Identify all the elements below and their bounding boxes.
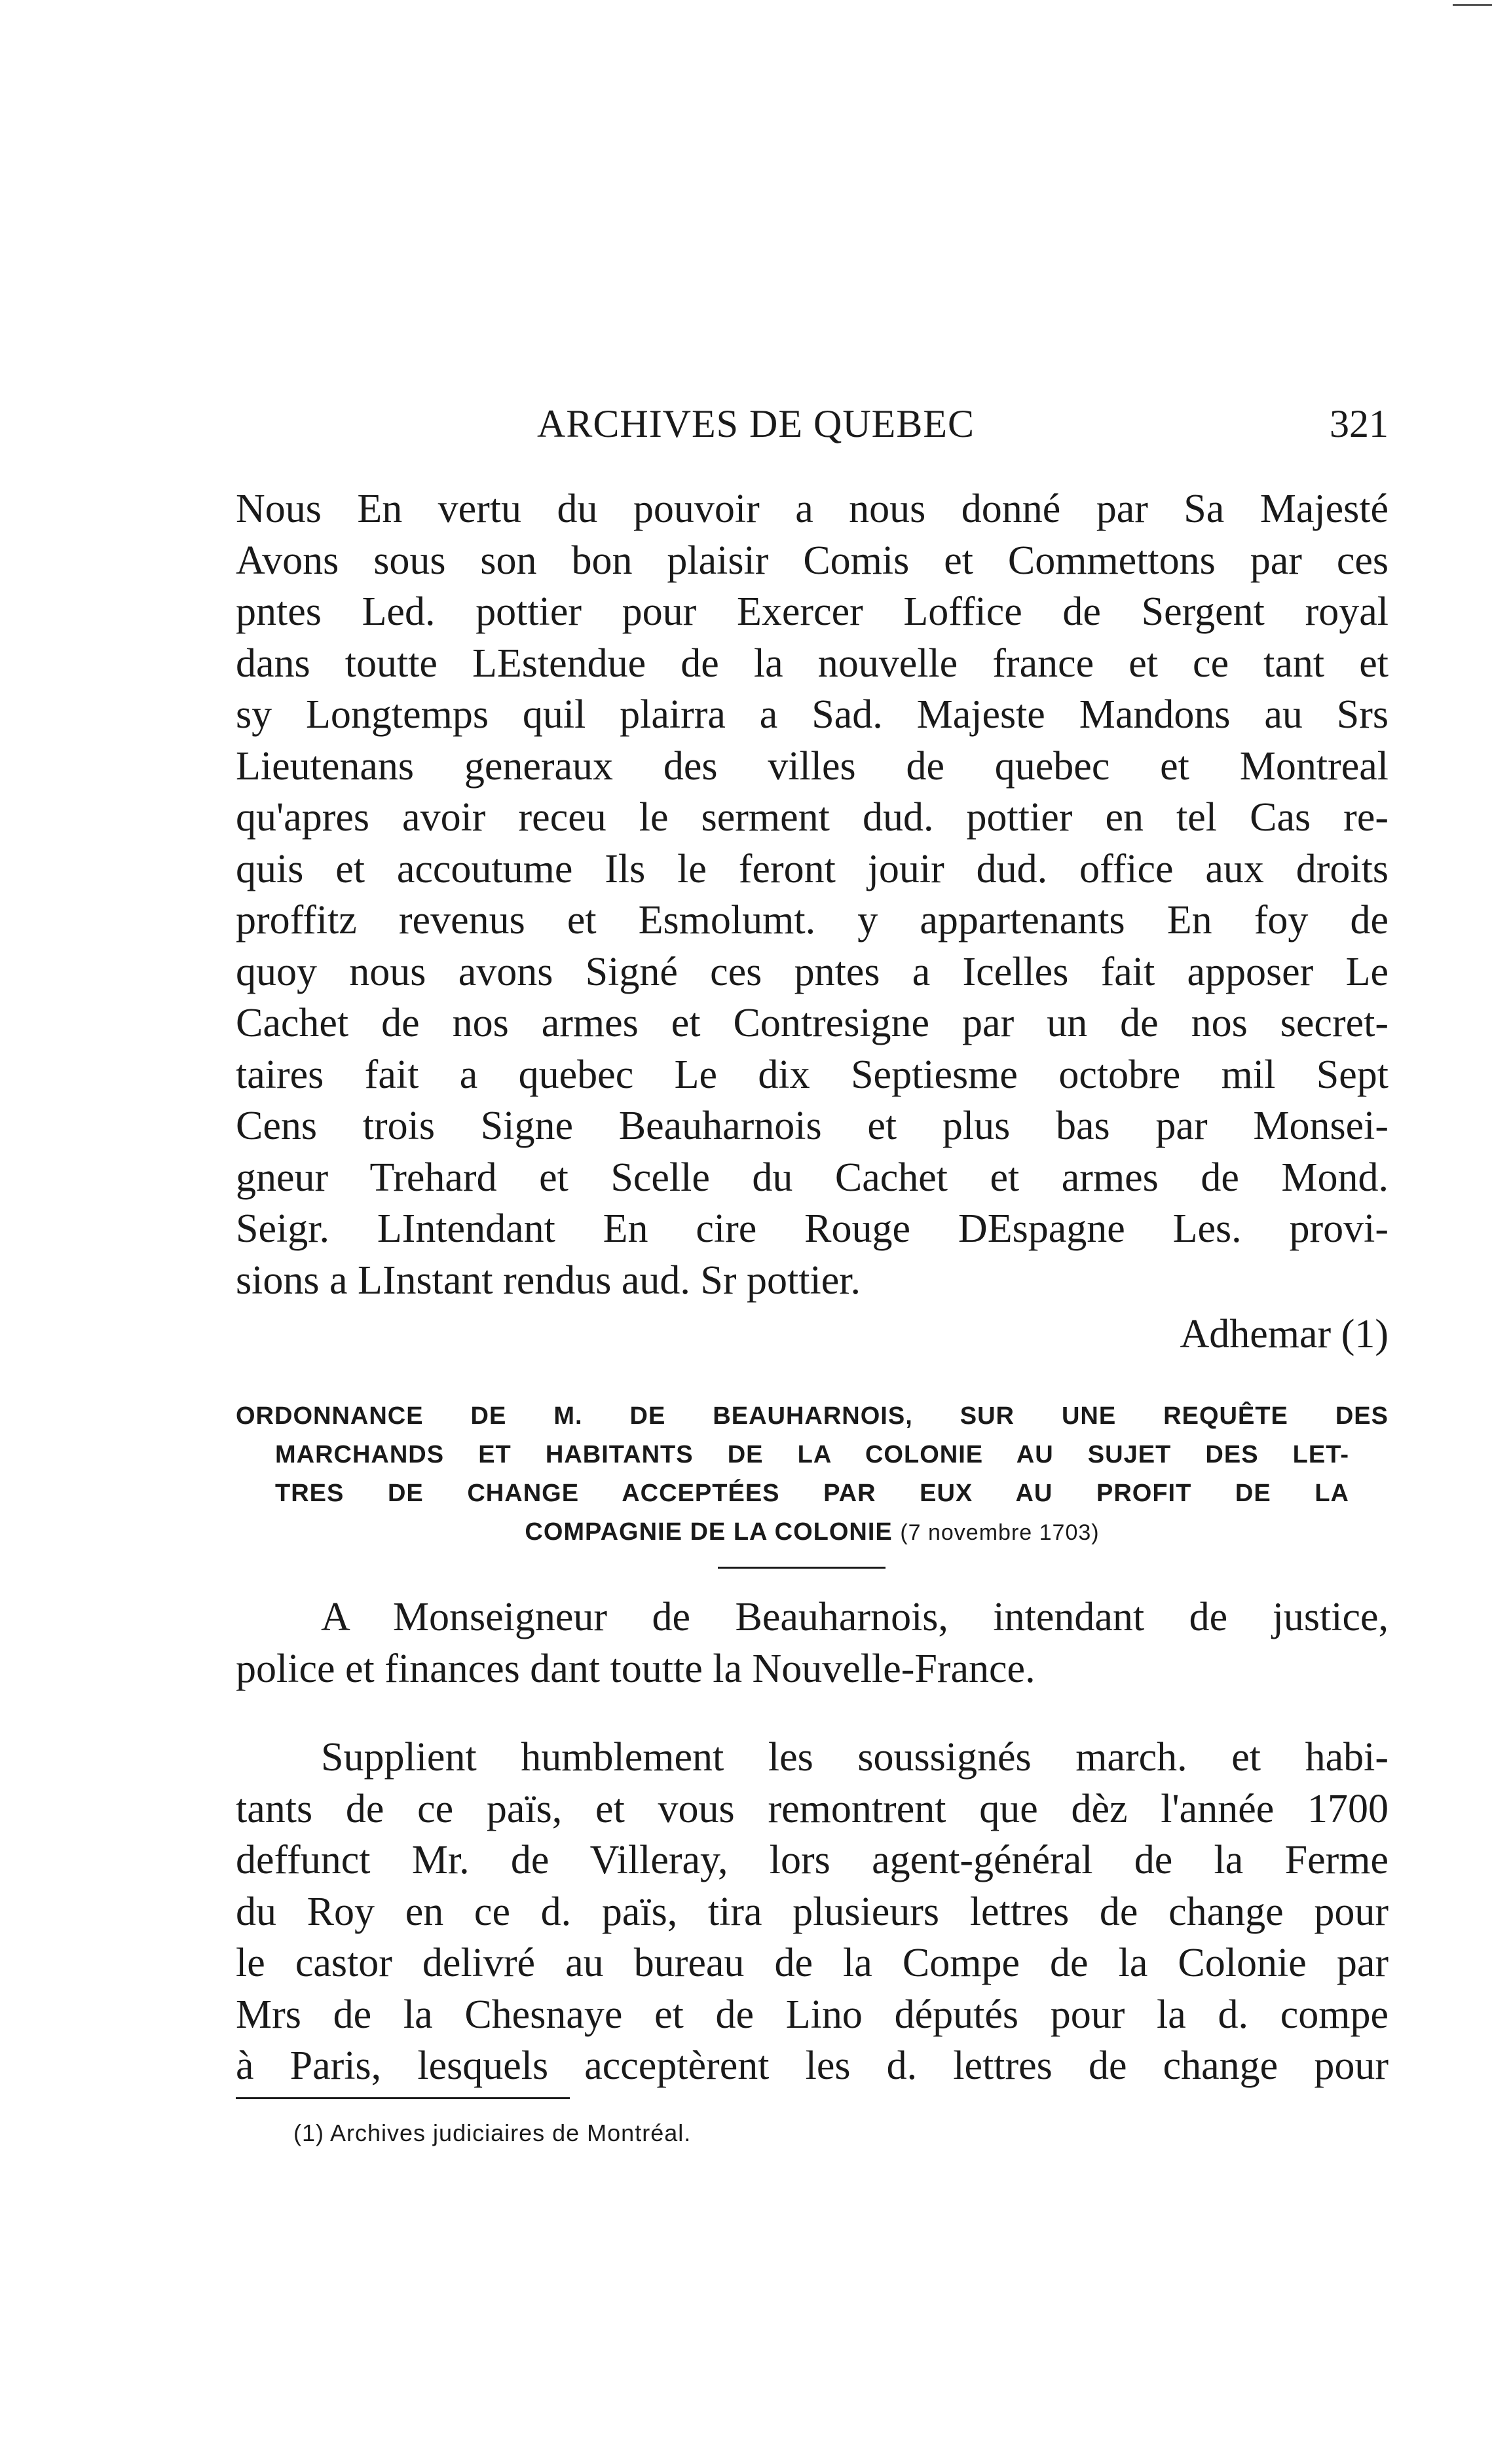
text-line: du Roy en ce d. païs, tira plusieurs lettres de change pour [236,1889,1389,1934]
text-line: sy Longtemps quil plairra a Sad. Majeste Mandons au Srs [236,692,1389,737]
text-line: à Paris, lesquels acceptèrent les d. lettres de change pour [236,2044,1389,2088]
heading-line: MARCHANDS ET HABITANTS DE LA COLONIE AU SUJET DES LET- [275,1441,1349,1468]
heading-date: (7 novembre 1703) [900,1520,1100,1545]
running-header [236,394,1389,453]
running-title: ARCHIVES DE QUEBEC [537,402,975,445]
text-line: Nous En vertu du pouvoir a nous donné par Sa Majesté [236,487,1389,531]
text-line: Mrs de la Chesnaye et de Lino députés pour la d. compe [236,1992,1389,2037]
heading-line: ORDONNANCE DE M. DE BEAUHARNOIS, SUR UNE REQUÊTE DES [236,1402,1389,1430]
text-line: gneur Trehard et Scelle du Cachet et armes de Mond. [236,1155,1389,1200]
petition-paragraph [236,1732,1389,2092]
text-line: sions a LInstant rendus aud. Sr pottier. [236,1258,861,1303]
signature-line: Adhemar (1) [1180,1312,1389,1356]
text-line: taires fait a quebec Le dix Septiesme octobre mil Sept [236,1052,1389,1097]
text-line: A Monseigneur de Beauharnois, intendant de justice, [321,1595,1389,1639]
text-line: qu'apres avoir receu le serment dud. pottier en tel Cas re- [236,795,1389,840]
text-line: dans toutte LEstendue de la nouvelle france et ce tant et [236,641,1389,686]
text-line: tants de ce païs, et vous remontrent que dèz l'année 1700 [236,1786,1389,1831]
text-line: le castor delivré au bureau de la Compe de la Colonie par [236,1941,1389,1985]
footnote: (1) Archives judiciaires de Montréal. [293,2119,692,2146]
text-line: pntes Led. pottier pour Exercer Loffice de Sergent royal [236,589,1389,634]
text-line: proffitz revenus et Esmolumt. y appartenants En foy de [236,898,1389,943]
text-line: quis et accoutume Ils le feront jouir dud. office aux droits [236,846,1389,891]
text-line: quoy nous avons Signé ces pntes a Icelles fait apposer Le [236,949,1389,994]
text-line: deffunct Mr. de Villeray, lors agent-général de la Ferme [236,1838,1389,1882]
ordinance-heading [236,1397,1389,1552]
scan-edge-mark [1453,4,1492,6]
text-line: police et finances dant toutte la Nouvelle-France. [236,1646,1035,1691]
section-divider [718,1567,886,1569]
heading-caps: COMPAGNIE DE LA COLONIE [525,1518,893,1546]
heading-line: TRES DE CHANGE ACCEPTÉES PAR EUX AU PROFIT DE LA [275,1480,1349,1507]
text-line: Cachet de nos armes et Contresigne par un de nos secret- [236,1001,1389,1045]
heading-line [236,1513,1389,1552]
text-line: Seigr. LIntendant En cire Rouge DEspagne Les. provi- [236,1206,1389,1251]
footnote-divider [236,2097,570,2099]
text-line: Avons sous son bon plaisir Comis et Commettons par ces [236,538,1389,583]
address-paragraph [236,1592,1389,1694]
page-number: 321 [1330,402,1389,445]
text-line: Cens trois Signe Beauharnois et plus bas par Monsei- [236,1104,1389,1148]
text-line: Supplient humblement les soussignés march. et habi- [321,1735,1389,1780]
text-line: Lieutenans generaux des villes de quebec et Montreal [236,743,1389,789]
commission-paragraph [236,483,1389,1306]
